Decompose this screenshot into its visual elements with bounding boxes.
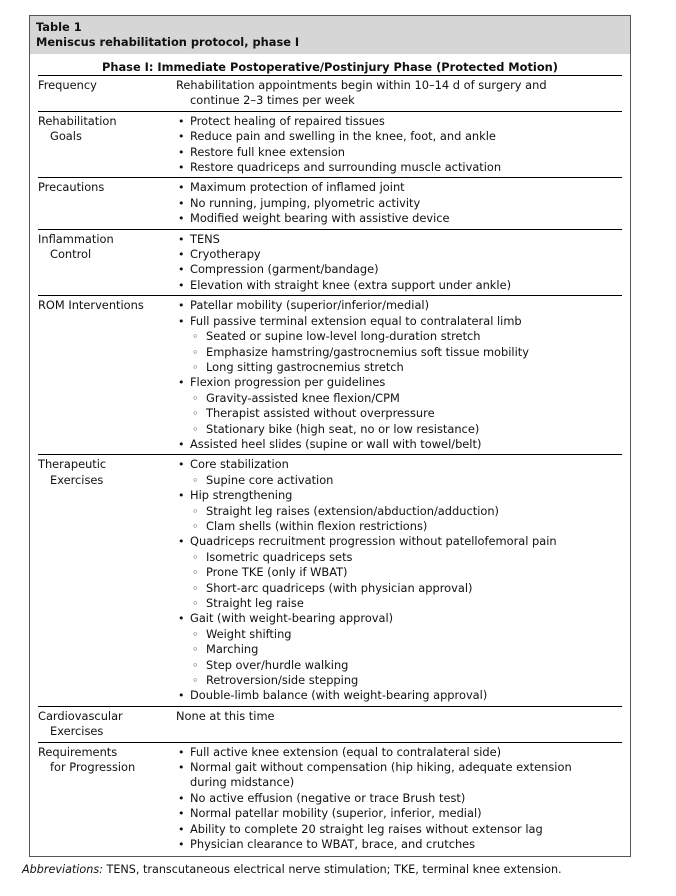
item-text: None at this time [176,708,275,723]
list-item [176,688,622,703]
list-item [176,791,622,806]
table-body [38,76,622,855]
table-row [38,743,622,855]
row-content [176,298,622,452]
list-item [176,437,622,452]
row-content [176,114,622,176]
item-text: Flexion progression per guidelines [190,375,386,390]
list-item [176,314,622,329]
table-row [38,178,622,229]
sub-list-item [176,658,622,673]
list-item [176,232,622,247]
list-item [176,211,622,226]
sub-list-item [176,422,622,437]
item-text: Rehabilitation appointments begin within 10–14 d of surgery and [176,78,547,92]
protocol-table [29,15,631,857]
row-label [38,709,176,740]
list-item [176,145,622,160]
item-text: Quadriceps recruitment progression without patellofemoral pain [190,534,557,549]
item-text: Gravity-assisted knee flexion/CPM [206,390,400,405]
sub-list-item [176,627,622,642]
list-item [176,534,622,549]
item-text: Hip strengthening [190,488,293,503]
item-text: Core stabilization [190,457,289,472]
item-text: Prone TKE (only if WBAT) [206,565,348,580]
list-item [176,160,622,175]
item-text: Reduce pain and swelling in the knee, foot, and ankle [190,129,496,144]
item-text: Restore full knee extension [190,144,346,159]
sub-list-item [176,504,622,519]
item-text: Double-limb balance (with weight-bearing approval) [190,688,488,703]
item-text-continuation: during midstance) [190,775,295,790]
item-text: Supine core activation [206,472,334,487]
item-text: Isometric quadriceps sets [206,549,353,564]
list-item [176,837,622,852]
row-label [38,78,176,109]
item-text: Gait (with weight-bearing approval) [190,611,394,626]
sub-list-item [176,406,622,421]
item-text: TENS [190,231,220,246]
table-row [38,230,622,297]
row-content [176,232,622,294]
item-text: Clam shells (within flexion restrictions) [206,518,428,533]
list-item [176,611,622,626]
item-text: Protect healing of repaired tissues [190,113,385,128]
item-text: Therapist assisted without overpressure [206,406,435,421]
row-label [38,298,176,452]
sub-list-item [176,581,622,596]
list-item [176,457,622,472]
phase-title: Phase I: Immediate Postoperative/Postinjury Phase (Protected Motion) [38,60,622,76]
item-text: Step over/hurdle walking [206,657,349,672]
item-text: Restore quadriceps and surrounding muscle activation [190,160,502,175]
list-item [176,488,622,503]
item-text-continuation: continue 2–3 times per week [190,93,355,108]
table-title: Meniscus rehabilitation protocol, phase I [36,35,300,49]
sub-list-item [176,391,622,406]
list-item [176,196,622,211]
item-text: Long sitting gastrocnemius stretch [206,359,404,374]
item-text: Short-arc quadriceps (with physician approval) [206,580,473,595]
item-text: No running, jumping, plyometric activity [190,195,421,210]
row-content [176,457,622,704]
row-label-line: Goals [50,129,82,144]
table-row [38,76,622,112]
list-item [176,262,622,277]
row-label [38,180,176,226]
sub-list-item [176,519,622,534]
item-text: Assisted heel slides (supine or wall with towel/belt) [190,436,482,451]
item-text: Elevation with straight knee (extra support under ankle) [190,277,512,292]
sub-list-item [176,345,622,360]
row-label-line: ROM Interventions [38,298,144,313]
item-text: Normal gait without compensation (hip hiking, adequate extension [190,760,572,775]
sub-list-item [176,596,622,611]
item-text: Compression (garment/bandage) [190,262,379,277]
item-text: Cryotherapy [190,247,261,262]
item-text: No active effusion (negative or trace Brush test) [190,790,466,805]
sub-list-item [176,473,622,488]
row-label [38,745,176,853]
row-content [176,78,622,109]
list-item [176,745,622,760]
item-text: Straight leg raises (extension/abduction/adduction) [206,503,499,518]
item-text: Modified weight bearing with assistive device [190,211,450,226]
row-label-line: Frequency [38,78,97,92]
row-label-line: Therapeutic [38,457,107,472]
row-label-line: Rehabilitation [38,113,117,128]
item-text: Retroversion/side stepping [206,673,359,688]
cell-text [176,78,622,109]
row-label-line: Requirements [38,744,118,759]
list-item [176,129,622,144]
list-item [176,298,622,313]
row-label-line: Exercises [50,472,104,487]
item-text: Marching [206,642,259,657]
item-text: Stationary bike (high seat, no or low resistance) [206,421,480,436]
footnote [22,862,562,877]
row-label-line: Control [50,247,92,262]
item-text: Ability to complete 20 straight leg raises without extensor lag [190,821,543,836]
cell-text [176,709,622,724]
list-item [176,114,622,129]
item-text: Straight leg raise [206,596,304,610]
table-caption [30,16,630,54]
sub-list-item [176,673,622,688]
row-label [38,232,176,294]
list-item [176,247,622,262]
table-number: Table 1 [36,20,82,34]
table-row [38,112,622,179]
footnote-lead: Abbreviations: [22,863,103,876]
table-row [38,296,622,455]
table-row [38,707,622,743]
item-text: Emphasize hamstring/gastrocnemius soft tissue mobility [206,344,529,359]
list-item [176,375,622,390]
item-text: Weight shifting [206,626,292,641]
list-item [176,760,622,791]
row-label-line: Exercises [50,724,104,739]
sub-list-item [176,360,622,375]
table-row [38,455,622,707]
item-text: Seated or supine low-level long-duration stretch [206,329,481,344]
row-content [176,180,622,226]
item-text: Physician clearance to WBAT, brace, and crutches [190,837,476,852]
list-item [176,806,622,821]
list-item [176,822,622,837]
item-text: Patellar mobility (superior/inferior/medial) [190,298,430,313]
row-label [38,114,176,176]
item-text: Full active knee extension (equal to contralateral side) [190,744,502,759]
sub-list-item [176,642,622,657]
item-text: Full passive terminal extension equal to contralateral limb [190,313,522,328]
item-text: Normal patellar mobility (superior, inferior, medial) [190,806,482,821]
row-content [176,709,622,740]
row-label [38,457,176,704]
row-content [176,745,622,853]
sub-list-item [176,550,622,565]
row-label-line: Cardiovascular [38,708,123,723]
sub-list-item [176,565,622,580]
row-label-line: Inflammation [38,231,114,246]
row-label-line: for Progression [50,760,136,775]
row-label-line: Precautions [38,180,105,195]
list-item [176,180,622,195]
sub-list-item [176,329,622,344]
footnote-text: TENS, transcutaneous electrical nerve stimulation; TKE, terminal knee extension. [102,863,562,876]
list-item [176,278,622,293]
item-text: Maximum protection of inflamed joint [190,180,405,195]
